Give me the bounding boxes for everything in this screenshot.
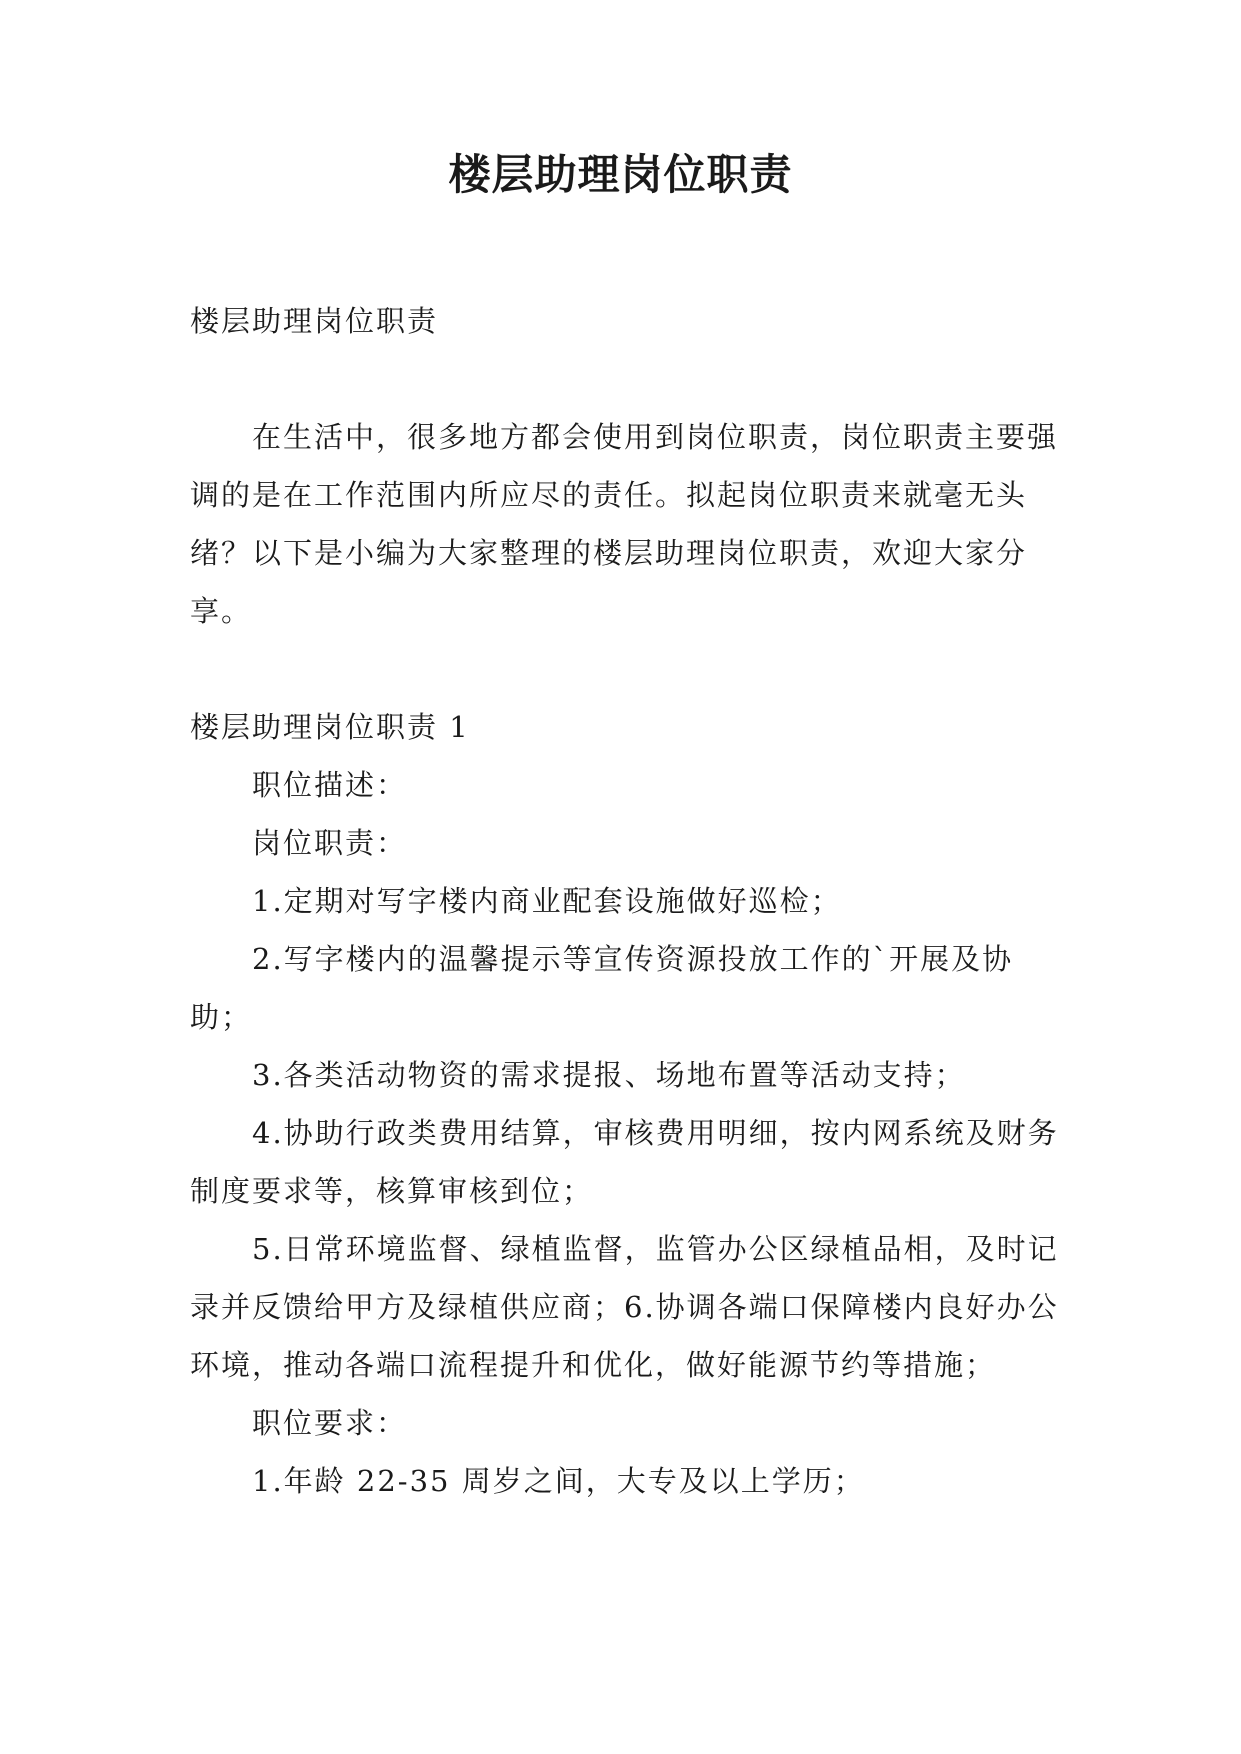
requirements-label: 职位要求： <box>252 1406 408 1440</box>
duty-item: 1.定期对写字楼内商业配套设施做好巡检； <box>252 884 842 918</box>
document-body <box>190 292 1060 1510</box>
duty-item: 2.写字楼内的温馨提示等宣传资源投放工作的`开展及协助； <box>190 942 1014 1034</box>
duty-item: 4.协助行政类费用结算，审核费用明细，按内网系统及财务制度要求等，核算审核到位； <box>190 1116 1059 1208</box>
duty-item: 3.各类活动物资的需求提报、场地布置等活动支持； <box>252 1058 966 1092</box>
section-heading: 楼层助理岗位职责 1 <box>190 710 470 744</box>
requirement-item: 1.年龄 22-35 周岁之间，大专及以上学历； <box>252 1464 865 1498</box>
document-subtitle: 楼层助理岗位职责 <box>190 304 439 338</box>
job-description-label: 职位描述： <box>252 768 408 802</box>
page-title: 楼层助理岗位职责 <box>448 150 793 199</box>
duties-label: 岗位职责： <box>252 826 408 860</box>
duty-item: 5.日常环境监督、绿植监督，监管办公区绿植品相，及时记录并反馈给甲方及绿植供应商；6.协调各端口保障楼内良好办公环境，推动各端口流程提升和优化，做好能源节约等措施； <box>190 1232 1059 1382</box>
intro-paragraph: 在生活中，很多地方都会使用到岗位职责，岗位职责主要强调的是在工作范围内所应尽的责任。拟起岗位职责来就毫无头绪？以下是小编为大家整理的楼层助理岗位职责，欢迎大家分享。 <box>190 420 1059 628</box>
